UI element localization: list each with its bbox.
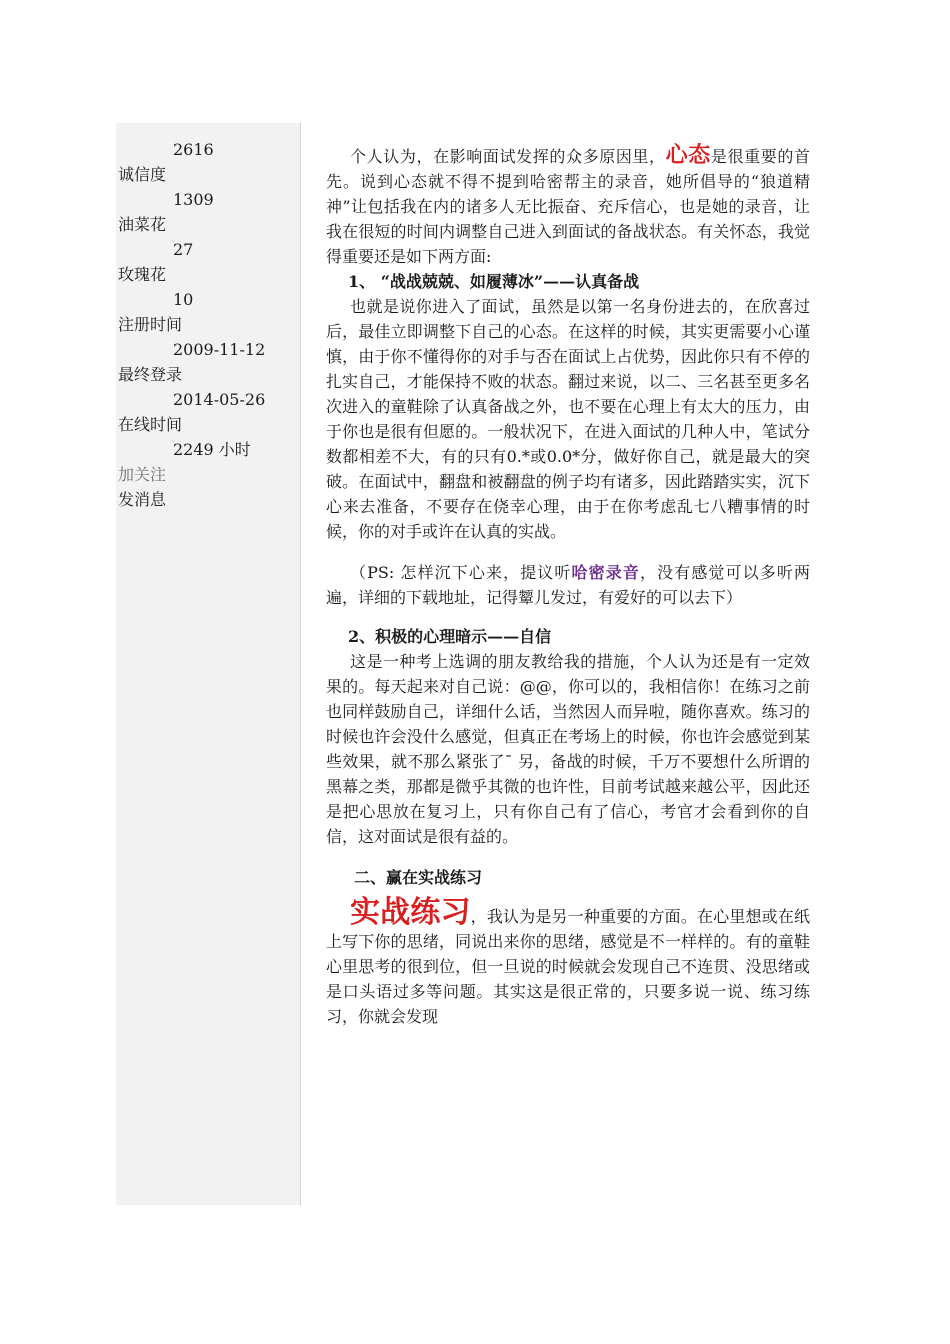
follow-link[interactable]: 加关注 [118, 465, 167, 484]
intro-text-before: 个人认为，在影响面试发挥的众多原因里， [350, 147, 666, 166]
article-body [326, 143, 810, 1029]
ps-paragraph [326, 560, 810, 610]
section2-heading: 2、积极的心理暗示——自信 [348, 627, 552, 646]
user-profile-sidebar [116, 123, 301, 1205]
section1-body: 也就是说你进入了面试，虽然是以第一名身份进去的，在欣喜过后，最佳立即调整下自己的心态。在这样的时候，其实更需要小心谨慎，由于你不懂得你的对手与否在面试上占优势，因此你只有不停的扎实自己，才能保持不败的状态。翻过来说，以二、三名甚至更多名次进入的童鞋除了认真备战之外，也不要在心理上有太大的压力，由于你也是很有但愿的。一般状况下，在进入面试的几种人中，笔试分数都相差不大，有的只有0.*或0.0*分，做好你自己，就是最大的突破。在面试中，翻盘和被翻盘的例子均有诸多，因此踏踏实实，沉下心来去准备，不要存在侥幸心理，由于在你考虑乱七八糟事情的时候，你的对手或许在认真的实战。 [326, 297, 810, 541]
section1-heading: 1、 “战战兢兢、如履薄冰”——认真备战 [348, 272, 640, 291]
stat-value: 1309 [173, 190, 214, 209]
stat-label: 诚信度 [118, 165, 167, 184]
stat-label: 最终登录 [118, 365, 183, 384]
stat-value: 2009-11-12 [173, 340, 266, 359]
stat-label: 注册时间 [118, 315, 183, 334]
ps-text-before: （PS: 怎样沉下心来，提议听 [350, 563, 572, 582]
stat-value: 27 [173, 240, 194, 259]
stat-value: 2249 小时 [173, 440, 251, 459]
stat-value: 2014-05-26 [173, 390, 266, 409]
stat-label: 在线时间 [118, 415, 183, 434]
part2-heading: 二、赢在实战练习 [354, 868, 483, 887]
part2-paragraph [326, 895, 810, 1029]
send-message-link[interactable]: 发消息 [118, 490, 167, 509]
intro-text-after: 是很重要的首先。说到心态就不得不提到哈密帮主的录音，她所倡导的“狼道精神”让包括我在内的诸多人无比振奋、充斥信心，也是她的录音，让我在很短的时间内调整自己进入到面试的备战状态。有关怀态，我觉得重要还是如下两方面: [326, 147, 810, 266]
part2-body-text: ，我认为是另一种重要的方面。在心里想或在纸上写下你的思绪，同说出来你的思绪，感觉是不一样样的。有的童鞋心里思考的很到位，但一旦说的时候就会发现自己不连贯、没思绪或是口头语过多等问题。其实这是很正常的，只要多说一说、练习练习，你就会发现 [326, 907, 810, 1026]
intro-paragraph [326, 143, 810, 269]
user-stats-list [116, 137, 300, 512]
section2-body: 这是一种考上选调的朋友教给我的措施，个人认为还是有一定效果的。每天起来对自己说：@@，你可以的，我相信你！在练习之前也同样鼓励自己，详细什么话，当然因人而异啦，随你喜欢。练习的时候也许会没什么感觉，但真正在考场上的时候，你也许会感觉到某些效果，就不那么紧张了¯ 另，备战的时候，千万不要想什么所谓的黑幕之类，那都是微乎其微的也许性，目前考试越来越公平，因此还是把心思放在复习上，只有你自己有了信心，考官才会看到你的自信，这对面试是很有益的。 [326, 652, 810, 846]
stat-value: 10 [173, 290, 194, 309]
ps-text-after: ，没有感觉可以多听两遍，详细的下载地址，记得颦儿发过，有爱好的可以去下） [326, 563, 810, 607]
hami-recording-link[interactable]: 哈密录音 [571, 563, 640, 582]
stat-label: 玫瑰花 [118, 265, 167, 284]
highlight-xintai: 心态 [665, 142, 711, 168]
highlight-shizhan: 实战练习 [350, 895, 471, 930]
stat-value: 2616 [173, 140, 214, 159]
stat-label: 油菜花 [118, 215, 167, 234]
